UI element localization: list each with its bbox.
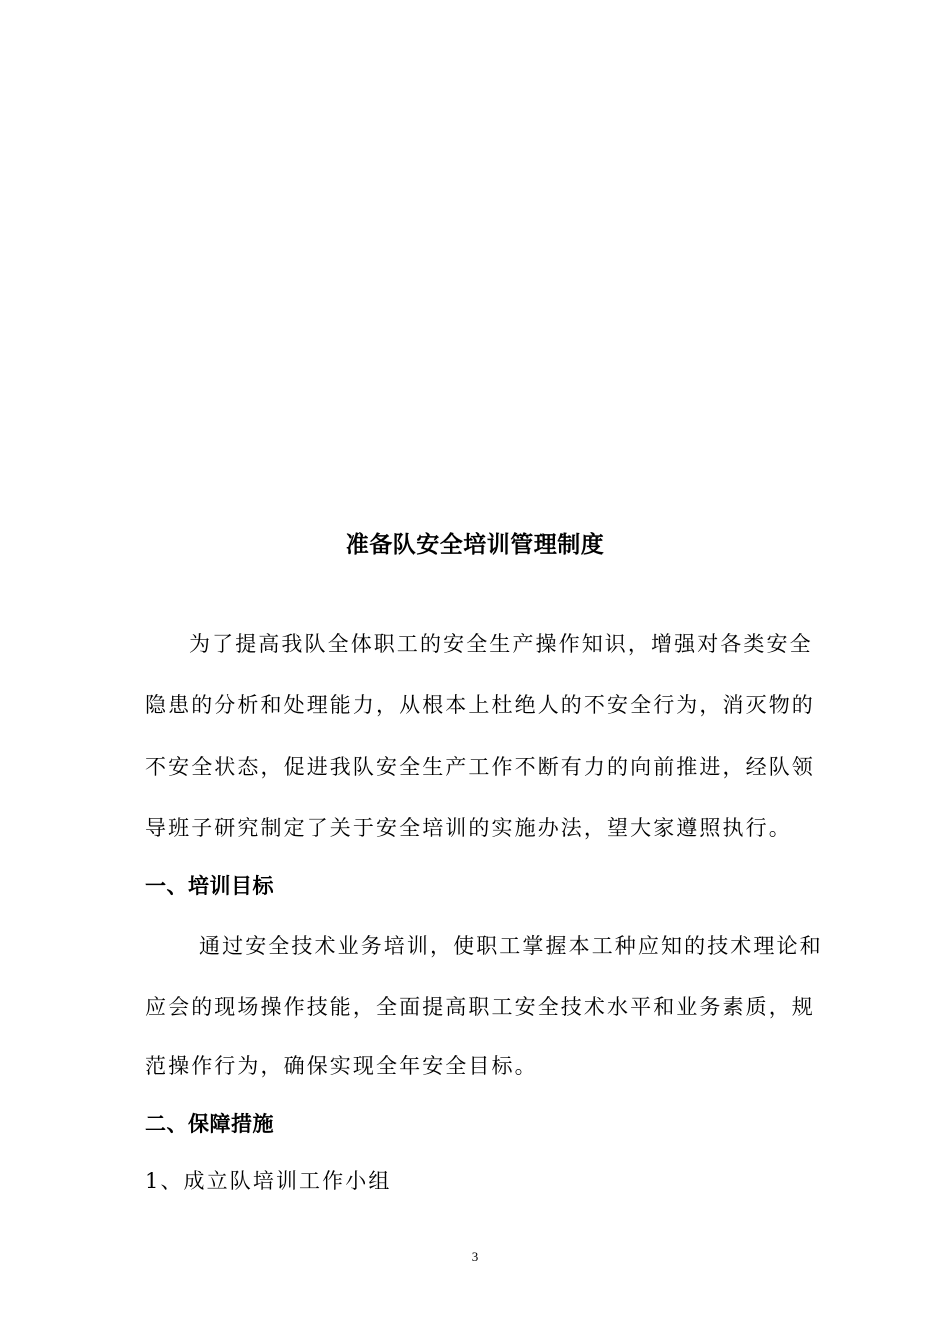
intro-line-1: 为了提高我队全体职工的安全生产操作知识，增强对各类安全 — [189, 632, 813, 656]
section1-line-3: 范操作行为，确保实现全年安全目标。 — [145, 1054, 538, 1078]
section1-line-2: 应会的现场操作技能，全面提高职工安全技术水平和业务素质，规 — [145, 995, 815, 1019]
intro-line-2: 隐患的分析和处理能力，从根本上杜绝人的不安全行为，消灭物的 — [145, 693, 815, 717]
intro-line-3: 不安全状态，促进我队安全生产工作不断有力的向前推进，经队领 — [145, 755, 815, 779]
section2-heading: 二、保障措施 — [145, 1112, 274, 1136]
section1-heading: 一、培训目标 — [145, 874, 274, 898]
section2-item-1: 1、成立队培训工作小组 — [145, 1169, 392, 1193]
page-number: 3 — [471, 1249, 479, 1264]
document-title: 准备队安全培训管理制度 — [345, 532, 605, 558]
section1-line-1: 通过安全技术业务培训，使职工掌握本工种应知的技术理论和 — [199, 934, 823, 958]
intro-line-4: 导班子研究制定了关于安全培训的实施办法，望大家遵照执行。 — [145, 816, 792, 840]
